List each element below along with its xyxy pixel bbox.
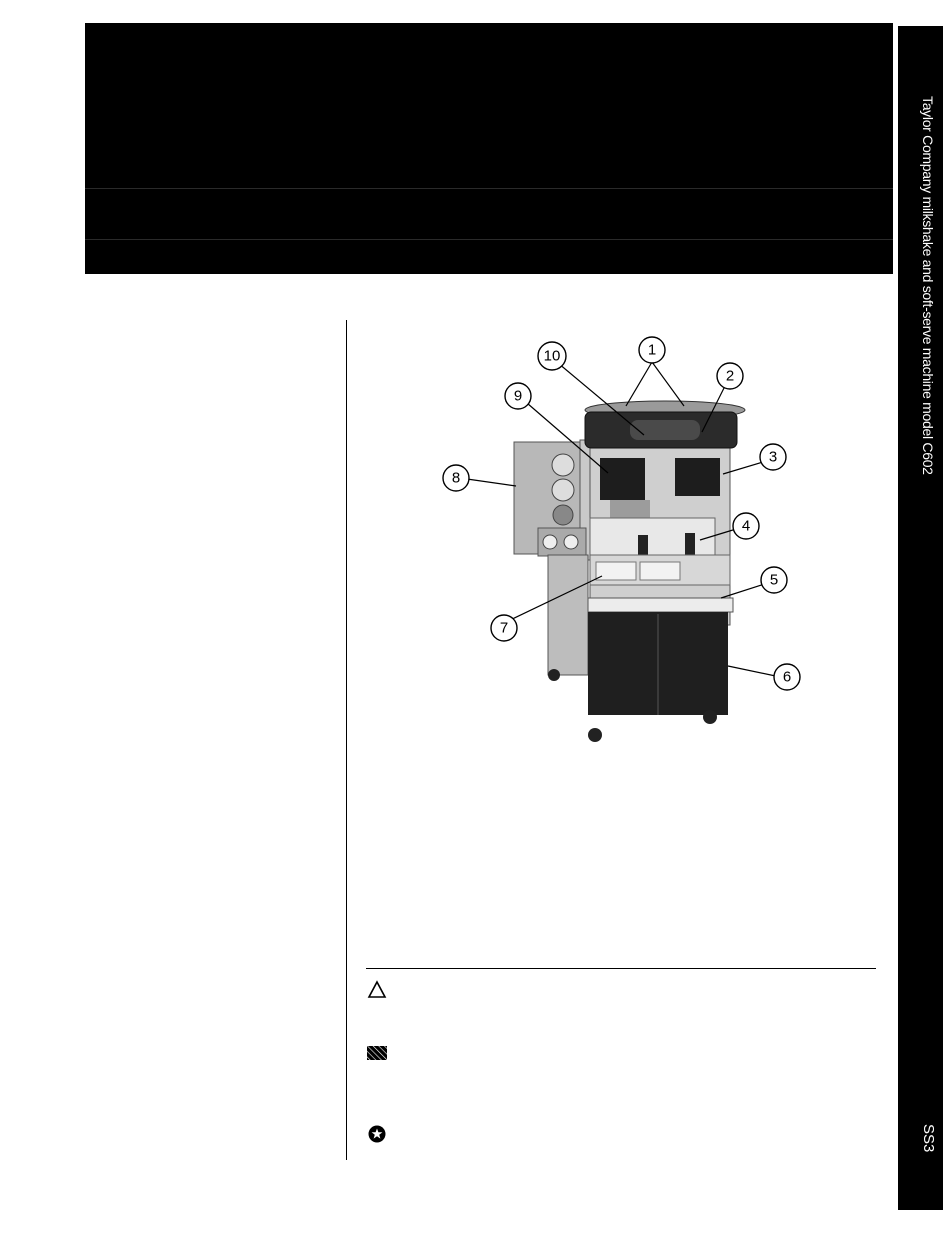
header-banner xyxy=(85,23,893,274)
machine-figure xyxy=(430,330,830,750)
svg-text:10: 10 xyxy=(543,347,561,365)
callout-7 xyxy=(491,615,517,641)
column-divider xyxy=(346,320,347,1160)
svg-text:8: 8 xyxy=(451,469,461,487)
header-divider-1 xyxy=(85,188,893,189)
star-circle-icon xyxy=(368,1125,386,1143)
triangle-icon xyxy=(367,980,387,1000)
callout-3 xyxy=(760,444,786,470)
side-tab xyxy=(898,26,943,1210)
callout-5 xyxy=(761,567,787,593)
svg-text:7: 7 xyxy=(499,619,509,637)
legend-divider xyxy=(366,968,876,969)
callout-1 xyxy=(639,337,665,363)
callout-2 xyxy=(717,363,743,389)
hatched-square-icon xyxy=(367,1046,387,1060)
svg-text:1: 1 xyxy=(647,341,657,359)
machine-illustration xyxy=(514,401,745,742)
svg-text:2: 2 xyxy=(725,367,735,385)
svg-text:3: 3 xyxy=(768,448,778,466)
svg-text:5: 5 xyxy=(769,571,779,589)
page-number: SS3 xyxy=(920,1124,937,1153)
svg-text:4: 4 xyxy=(741,517,751,535)
callout-8 xyxy=(443,465,469,491)
header-divider-2 xyxy=(85,239,893,240)
svg-text:9: 9 xyxy=(513,387,523,405)
callout-6 xyxy=(774,664,800,690)
svg-text:6: 6 xyxy=(782,668,792,686)
callout-9 xyxy=(505,383,531,409)
callout-4 xyxy=(733,513,759,539)
callout-10 xyxy=(538,342,566,370)
side-tab-title: Taylor Company milkshake and soft-serve machine model C602 xyxy=(920,96,936,475)
